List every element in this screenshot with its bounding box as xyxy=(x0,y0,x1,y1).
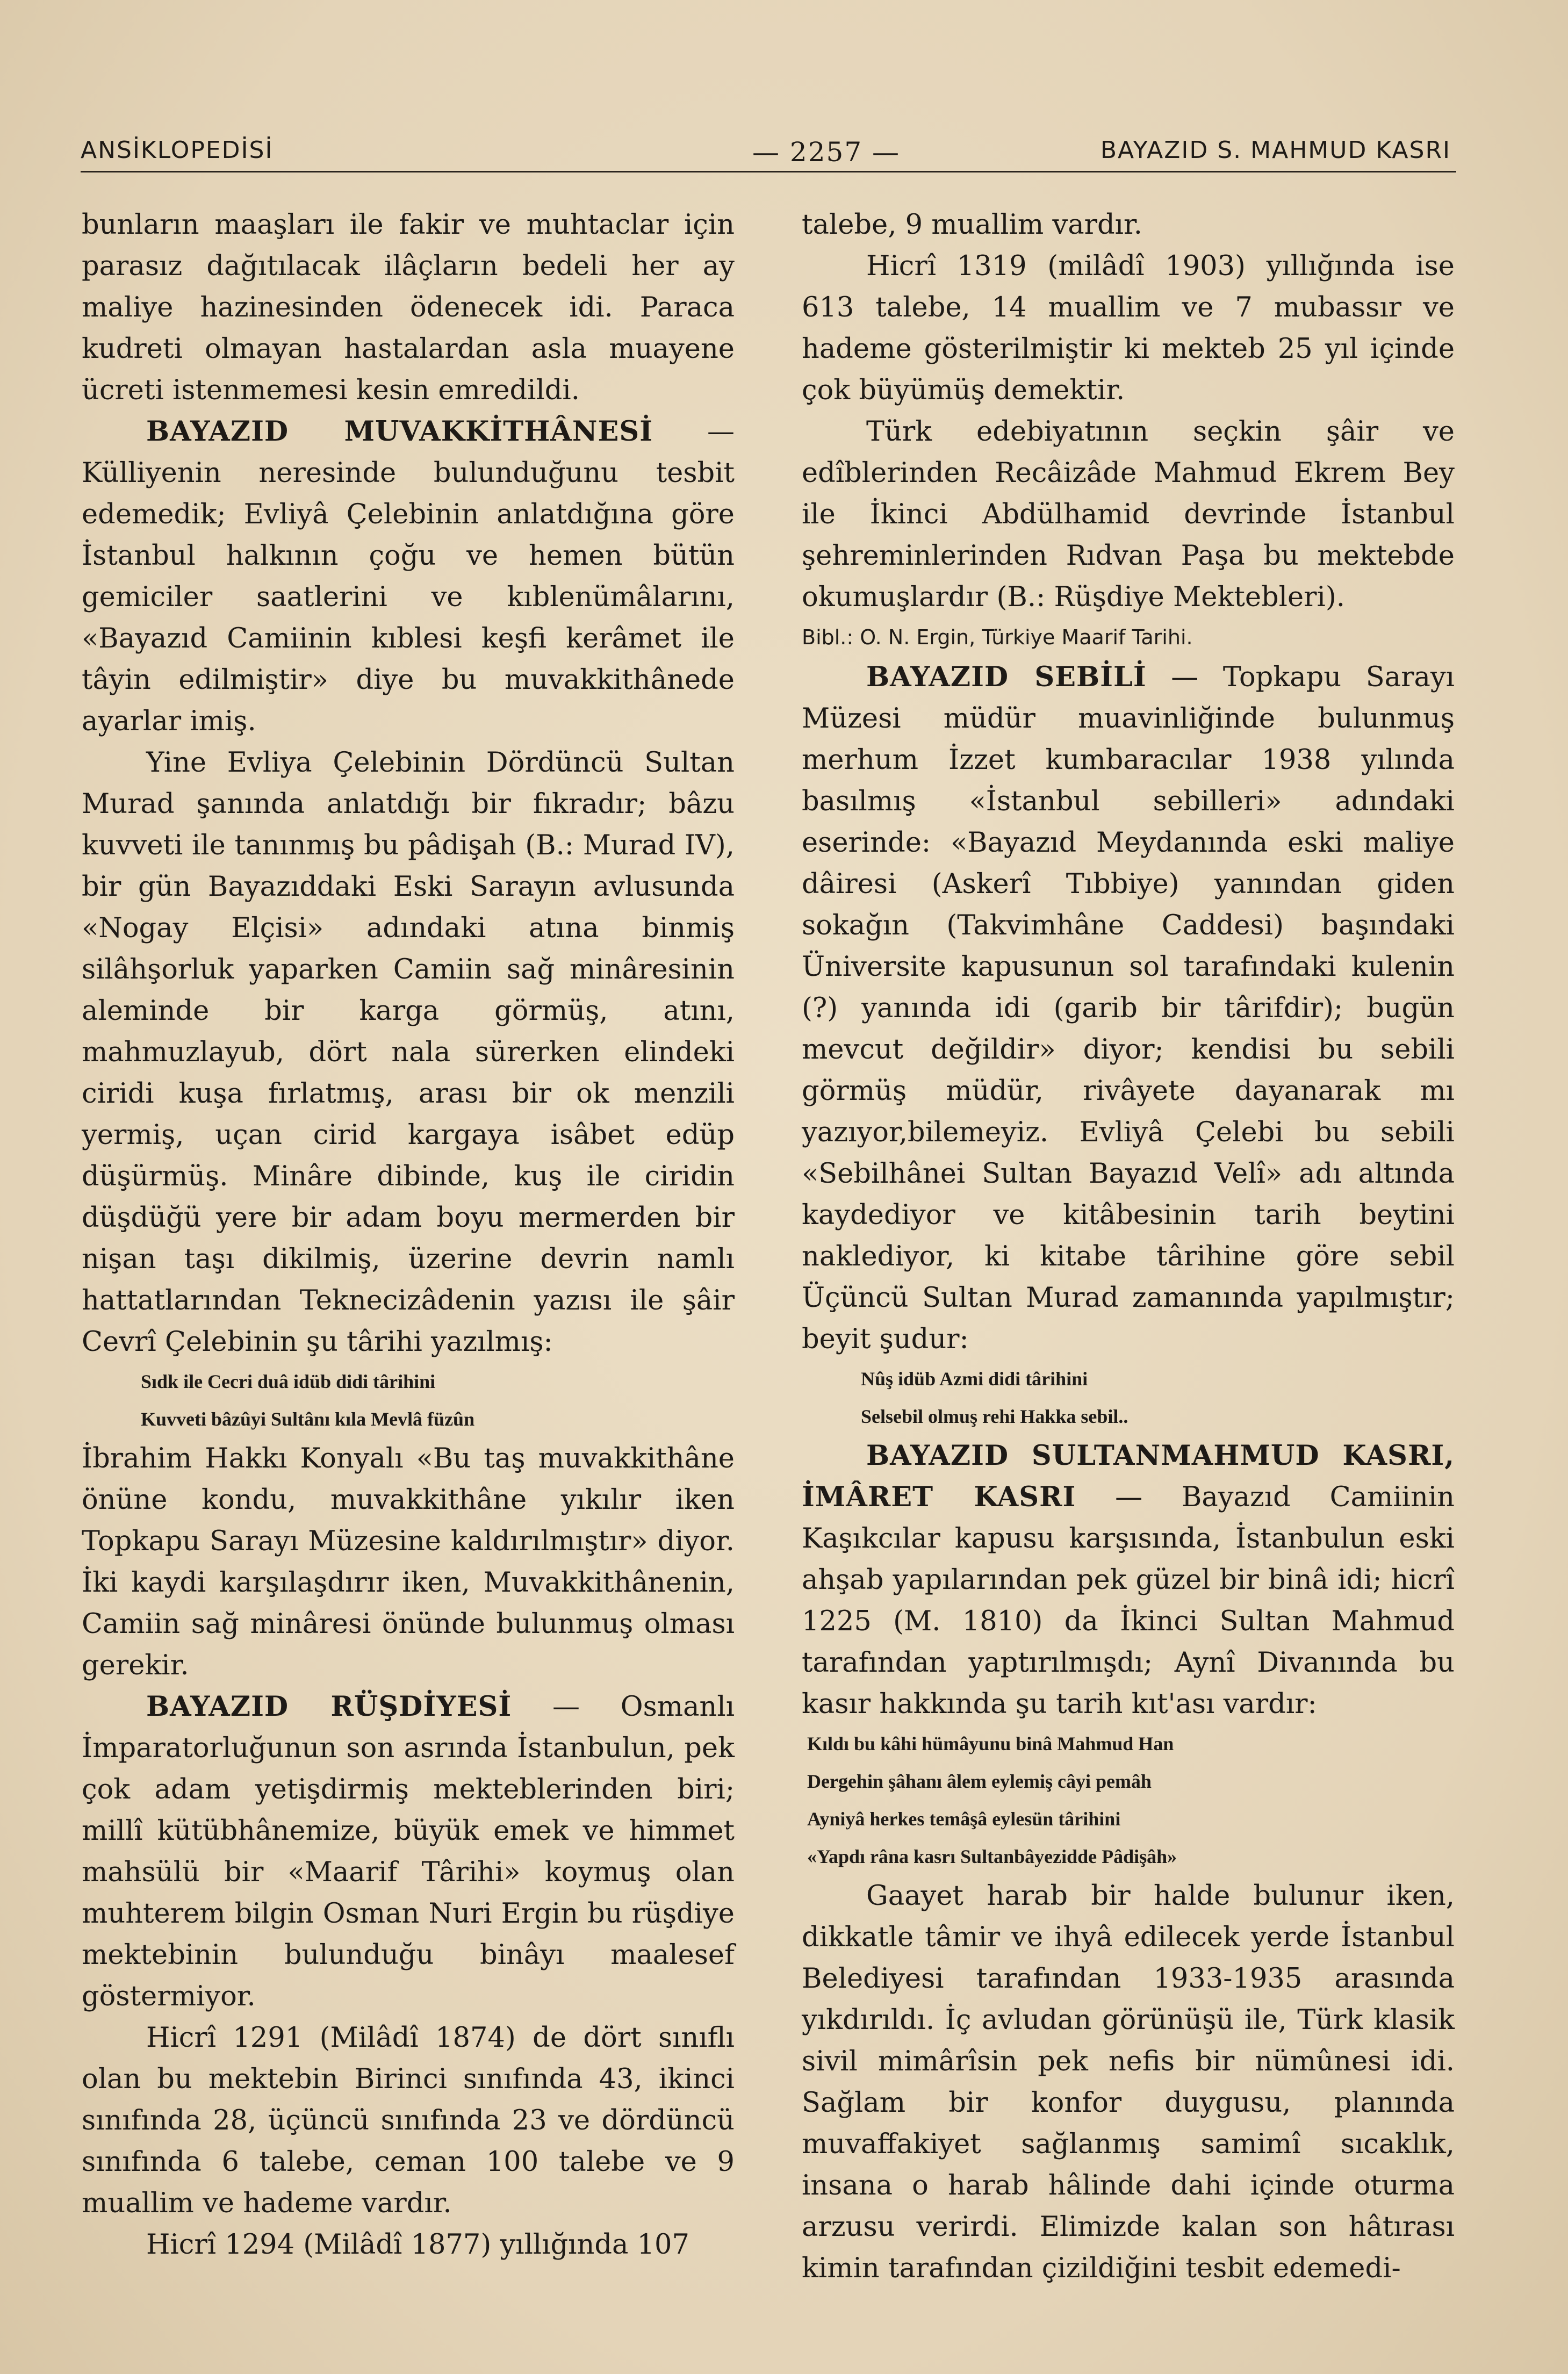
paragraph: Türk edebiyatının seçkin şâir ve edîblerinden Recâizâde Mahmud Ekrem Bey ile İkinci Abdülhamid devrinde İstanbul şehreminlerinden Rıdvan Paşa bu mektebde okumuşlardır (B.: Rüşdiye Mektebleri). xyxy=(802,416,1455,613)
paragraph xyxy=(82,411,735,742)
header-left-title: ANSİKLOPEDİSİ xyxy=(81,136,274,164)
header-right-title: BAYAZID S. MAHMUD KASRI xyxy=(1100,136,1451,164)
entry-heading: BAYAZID SEBİLİ xyxy=(866,661,1147,693)
paragraph: Hicrî 1294 (Milâdî 1877) yıllığında 107 xyxy=(146,2229,689,2261)
entry-text: — Osmanlı İmparatorluğunun son asrında İstanbulun, pek çok adam yetişdirmiş mekteblerinden biri; millî kütübhânemize, büyük emek ve himmet mahsülü bir «Maarif Târihi» koymuş olan muhterem bilgin Osman Nuri Ergin bu rüşdiye mektebinin bulunduğu binâyı maalesef göstermiyor. xyxy=(82,1691,735,2012)
paragraph xyxy=(802,657,1455,1360)
entry-text: — Bayazıd Camiinin Kaşıkcılar kapusu karşısında, İstanbulun eski ahşab yapılarından pek güzel bir binâ idi; hicrî 1225 (M. 1810) da İkinci Sultan Mahmud tarafından yaptırılmışdı; Aynî Divanında bu kasır hakkında şu tarih kıt'ası vardır: xyxy=(802,1481,1455,1720)
page-number: — 2257 — xyxy=(752,136,901,168)
running-header xyxy=(81,128,1456,171)
verse-line: Selsebil olmuş rehi Hakka sebil.. xyxy=(861,1406,1128,1427)
paragraph xyxy=(82,1686,735,2017)
paragraph: Hicrî 1291 (Milâdî 1874) de dört sınıflı olan bu mektebin Birinci sınıfında 43, ikinci sınıfında 28, üçüncü sınıfında 23 ve dördüncü sınıfında 6 talebe, ceman 100 talebe ve 9 muallim ve hademe vardır. xyxy=(82,2022,735,2219)
paragraph: Yine Evliya Çelebinin Dördüncü Sultan Murad şanında anlatdığı bir fıkradır; bâzu kuvveti ile tanınmış bu pâdişah (B.: Murad IV), bir gün Bayazıddaki Eski Sarayın avlusunda «Nogay Elçisi» adındaki atına binmiş silâhşorluk yaparken Camiin sağ minâresinin aleminde bir karga görmüş, atını, mahmuzlayub, dört nala sürerken elindeki ciridi kuşa fırlatmış, arası bir ok menzili yermiş, uçan cirid kargaya isâbet edüp düşürmüş. Minâre dibinde, kuş ile ciridin düşdüğü yere bir adam boyu mermerden bir nişan taşı dikilmiş, üzerine devrin namlı hattatlarından Teknecizâdenin yazısı ile şâir Cevrî Çelebinin şu târihi yazılmış: xyxy=(82,747,735,1358)
paragraph: İbrahim Hakkı Konyalı «Bu taş muvakkithâne önüne kondu, muvakkithâne yıkılır iken Topkapu Sarayı Müzesine kaldırılmıştır» diyor. İki kaydi karşılaşdırır iken, Muvakkithânenin, Camiin sağ minâresi önünde bulunmuş olması gerekir. xyxy=(82,1443,735,1681)
verse-line: Sıdk ile Cecri duâ idüb didi târihini xyxy=(141,1371,436,1392)
paragraph: Hicrî 1319 (milâdî 1903) yıllığında ise 613 talebe, 14 muallim ve 7 mubassır ve hademe gösterilmiştir ki mekteb 25 yıl içinde çok büyümüş demektir. xyxy=(802,250,1455,406)
bibliography: Bibl.: O. N. Ergin, Türkiye Maarif Tarihi. xyxy=(802,625,1193,649)
verse-line: Dergehin şâhanı âlem eylemiş câyi pemâh xyxy=(807,1771,1152,1792)
right-column xyxy=(802,204,1455,2289)
verse-line: Ayniyâ herkes temâşâ eylesün târihini xyxy=(807,1808,1121,1830)
entry-heading: BAYAZID SULTANMAHMUD KASRI, İMÂRET KASRI xyxy=(802,1440,1455,1513)
entry-text: — Külliyenin neresinde bulunduğunu tesbit edemedik; Evliyâ Çelebinin anlatdığına göre İstanbul halkının çoğu ve hemen bütün gemiciler saatlerini ve kıblenümâlarını, «Bayazıd Camiinin kıblesi keşfi kerâmet ile tâyin edilmiştir» diye bu muvakkithânede ayarlar imiş. xyxy=(82,416,735,737)
header-rule xyxy=(81,171,1456,172)
paragraph: talebe, 9 muallim vardır. xyxy=(802,209,1142,241)
verse-line: Kıldı bu kâhi hümâyunu binâ Mahmud Han xyxy=(807,1733,1174,1754)
paragraph: bunların maaşları ile fakir ve muhtaclar için parasız dağıtılacak ilâçların bedeli her ay maliye hazinesinden ödenecek idi. Paraca kudreti olmayan hastalardan asla muayene ücreti istenmemesi kesin emredildi. xyxy=(82,209,735,406)
entry-heading: BAYAZID RÜŞDİYESİ xyxy=(146,1690,512,1723)
verse-line: «Yapdı râna kasrı Sultanbâyezidde Pâdişâh» xyxy=(807,1846,1177,1867)
paragraph xyxy=(802,1435,1455,1725)
verse-line: Nûş idüb Azmi didi târihini xyxy=(861,1368,1088,1390)
entry-text: — Topkapu Sarayı Müzesi müdür muavinliğinde bulunmuş merhum İzzet kumbaracılar 1938 yılında basılmış «İstanbul sebilleri» adındaki eserinde: «Bayazıd Meydanında eski maliye dâiresi (Askerî Tıbbiye) yanından giden sokağın (Takvimhâne Caddesi) başındaki Üniversite kapusunun sol tarafındaki kulenin (?) yanında idi (garib bir târifdir); bugün mevcut değildir» diyor; kendisi bu sebili görmüş müdür, rivâyete dayanarak mı yazıyor,bilemeyiz. Evliyâ Çelebi bu sebili «Sebilhânei Sultan Bayazıd Velî» adı altında kaydediyor ve kitâbesinin tarih beytini naklediyor, ki kitabe târihine göre sebil Üçüncü Sultan Murad zamanında yapılmıştır; beyit şudur: xyxy=(802,661,1455,1355)
verse-line: Kuvveti bâzûyi Sultânı kıla Mevlâ füzûn xyxy=(141,1408,475,1430)
left-column xyxy=(82,204,735,2265)
entry-heading: BAYAZID MUVAKKİTHÂNESİ xyxy=(146,415,653,448)
paragraph: Gaayet harab bir halde bulunur iken, dikkatle tâmir ve ihyâ edilecek yerde İstanbul Belediyesi tarafından 1933-1935 arasında yıkdırıldı. İç avludan görünüşü ile, Türk klasik sivil mimârîsin pek nefis bir nümûnesi idi. Sağlam bir konfor duygusu, planında muvaffakiyet sağlanmış samimî sıcaklık, insana o harab hâlinde dahi içinde oturma arzusu verirdi. Elimizde kalan son hâtırası kimin tarafından çizildiğini tesbit edemedi- xyxy=(802,1880,1455,2284)
